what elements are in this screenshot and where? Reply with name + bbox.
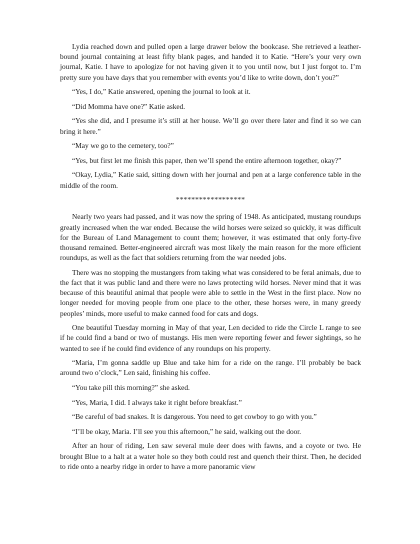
paragraph: “Yes, Maria, I did. I always take it right before breakfast.”: [72, 397, 242, 407]
paragraph: “Yes she did, and I presume it’s still at her house. We’ll go over there later and find it so we can bring it here.”: [60, 116, 361, 136]
section-separator: ******************: [175, 195, 246, 205]
paragraph: “You take pill this morning?” she asked.: [72, 382, 190, 392]
paragraph: “Be careful of bad snakes. It is dangerous. You need to get cowboy to go with you.”: [72, 412, 317, 422]
paragraph: “Did Momma have one?” Katie asked.: [72, 101, 186, 111]
paragraph: “May we go to the cemetery, too?”: [72, 141, 174, 151]
paragraph: “I’ll be okay, Maria. I’ll see you this afternoon,” he said, walking out the door.: [72, 426, 302, 436]
paragraph: Nearly two years had passed, and it was now the spring of 1948. As anticipated, mustang roundups greatly increased when the war ended. Because the wild horses were seized so quickly, it was difficult for the Bureau of Land Management to count them; however, it was estimated that only forty-five thousand remained. Better-engineered aircraft was most likely the main reason for the more efficient roundups, as well as the fact that soldiers returning from the war needed jobs.: [60, 212, 361, 263]
paragraph: “Okay, Lydia,” Katie said, sitting down with her journal and pen at a large conference table in the middle of the room.: [60, 170, 361, 190]
paragraph: After an hour of riding, Len saw several mule deer does with fawns, and a coyote or two. He brought Blue to a halt at a water hole so they both could rest and quench their thirst. Then, he decided to ride onto a nearby ridge in order to have a more panoramic view: [60, 441, 361, 471]
paragraph: “Yes, but first let me finish this paper, then we’ll spend the entire afternoon together, okay?”: [72, 155, 342, 165]
paragraph: “Maria, I’m gonna saddle up Blue and take him for a ride on the range. I’ll probably be back around two o’clock,” Len said, finishing his coffee.: [60, 358, 361, 378]
paragraph: Lydia reached down and pulled open a large drawer below the bookcase. She retrieved a leather-bound journal containing at least fifty blank pages, and handed it to Katie. “Here’s your very own journal, Katie. I have to apologize for not having given it to you until now, but I just forgot to. I’m pretty sure you have days that you remember with events you’d like to write down, don’t you?”: [60, 42, 361, 82]
paragraph: “Yes, I do,” Katie answered, opening the journal to look at it.: [72, 87, 251, 97]
paragraph: There was no stopping the mustangers from taking what was considered to be feral animals, due to the fact that it was public land and there were no laws protecting wild horses. Never mind that it was because of this beautiful animal that people were able to settle in the West in the first place. Now no longer needed for moving people from one place to the other, these horses were, in many greedy peoples’ minds, more useful to make canned food for cats and dogs.: [60, 267, 361, 318]
paragraph: One beautiful Tuesday morning in May of that year, Len decided to ride the Circle L range to see if he could find a band or two of mustangs. His men were reporting fewer and fewer sightings, so he wanted to see if he could find evidence of any roundups on his property.: [60, 323, 361, 353]
page-body-text: [60, 42, 361, 476]
